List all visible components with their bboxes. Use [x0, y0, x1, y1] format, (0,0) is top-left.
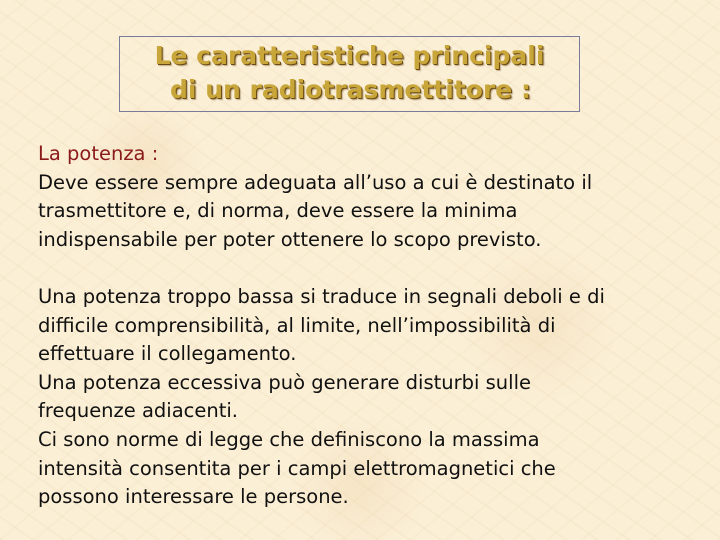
paragraph-1: [38, 169, 698, 255]
section-heading: La potenza :: [38, 142, 159, 165]
slide-title-box: [119, 36, 580, 112]
body-line: intensità consentita per i campi elettromagnetici che: [38, 456, 556, 480]
paragraph-2: [38, 283, 698, 512]
body-line: difficile comprensibilità, al limite, nell’impossibilità di: [38, 313, 556, 337]
body-line: Una potenza troppo bassa si traduce in segnali deboli e di: [38, 284, 605, 308]
body-line: Una potenza eccessiva può generare disturbi sulle: [38, 370, 532, 394]
body-line: Ci sono norme di legge che definiscono la massima: [38, 427, 540, 451]
slide-title-line-2: di un radiotrasmettitore :: [170, 75, 531, 104]
body-line: trasmettitore e, di norma, deve essere la minima: [38, 199, 518, 223]
body-line: Deve essere sempre adeguata all’uso a cui è destinato il: [38, 170, 593, 194]
body-line: effettuare il collegamento.: [38, 342, 297, 366]
slide-body: [38, 140, 698, 512]
body-line: indispensabile per poter ottenere lo scopo previsto.: [38, 227, 542, 251]
body-line: frequenze adiacenti.: [38, 399, 239, 423]
paragraph-spacer: [38, 254, 698, 283]
slide-title-line-1: Le caratteristiche principali: [154, 41, 545, 70]
body-line: possono interessare le persone.: [38, 485, 349, 509]
